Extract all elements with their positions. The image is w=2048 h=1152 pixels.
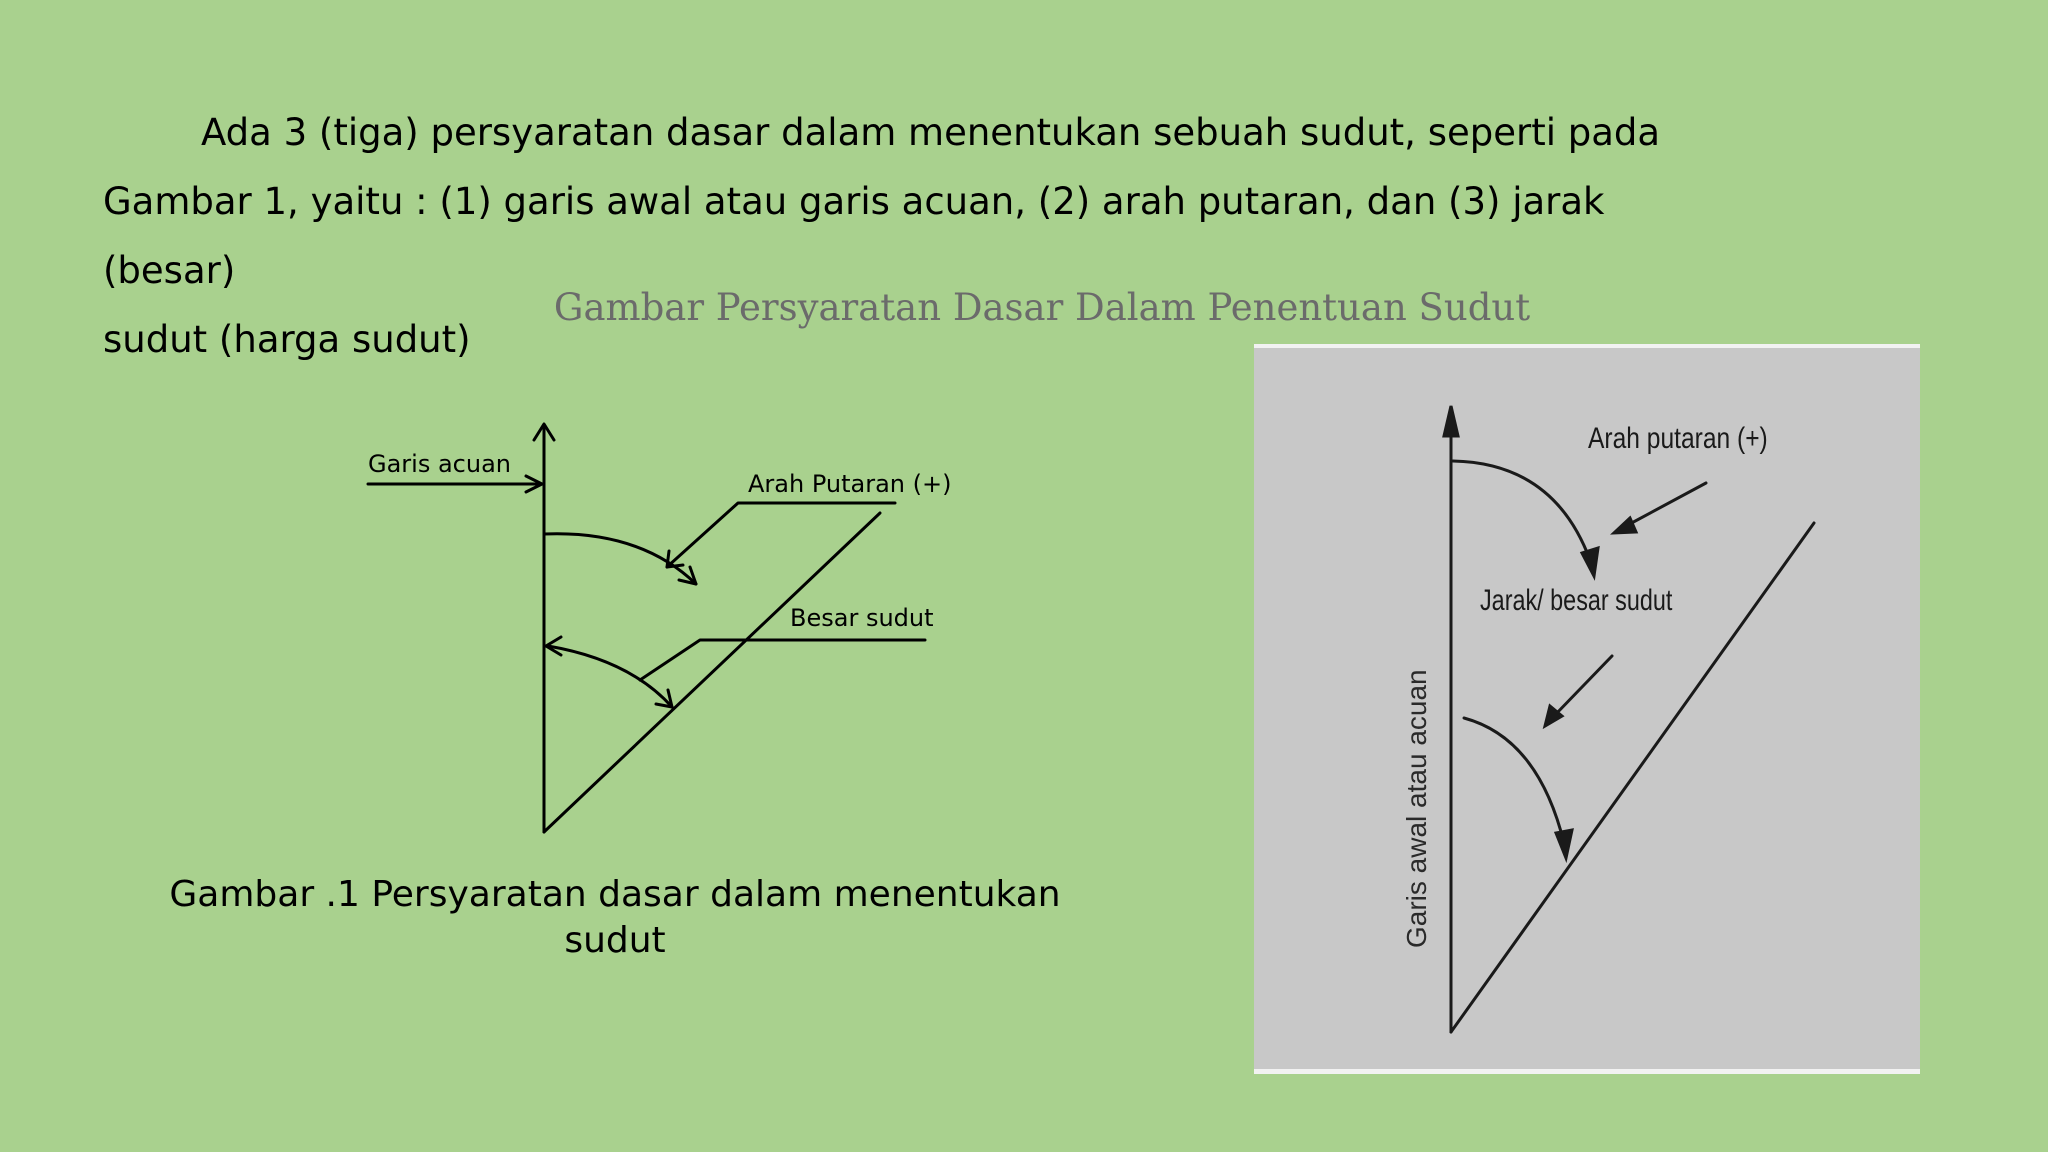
rotation-leader-line	[667, 503, 895, 567]
right-lower-arc	[1464, 718, 1564, 843]
paragraph-line-2: Gambar 1, yaitu : (1) garis awal atau garis acuan, (2) arah putaran, dan (3) jarak (besar)	[103, 180, 1605, 292]
right-rotation-pointer	[1626, 483, 1706, 526]
right-upper-arc-arrowhead	[1582, 548, 1598, 576]
angle-size-leader-line	[640, 640, 925, 680]
right-diagram-image	[1254, 344, 1920, 1074]
right-angle-diagram	[1254, 348, 1920, 1069]
right-angle-pointer	[1554, 656, 1612, 716]
label-rotation-direction: Arah Putaran (+)	[748, 470, 952, 498]
right-label-reference-line: Garis awal atau acuan	[1401, 669, 1432, 948]
lower-angle-arc	[548, 646, 672, 707]
upper-rotation-arc	[544, 534, 696, 584]
figure-caption	[150, 872, 1080, 964]
right-vertical-arrowhead	[1444, 406, 1458, 436]
right-label-angle-size: Jarak/ besar sudut	[1480, 583, 1673, 617]
caption-line-2: sudut	[564, 920, 666, 961]
paragraph-line-1: Ada 3 (tiga) persyaratan dasar dalam menentukan sebuah sudut, seperti pada	[201, 111, 1661, 154]
right-rotation-pointer-head	[1614, 518, 1636, 533]
right-lower-arc-arrowhead	[1556, 830, 1572, 858]
right-upper-arc	[1453, 461, 1590, 560]
label-angle-size: Besar sudut	[790, 604, 934, 632]
paragraph-line-3: sudut (harga sudut)	[103, 318, 471, 361]
caption-line-1: Gambar .1 Persyaratan dasar dalam menentukan	[169, 874, 1061, 915]
figure-heading: Gambar Persyaratan Dasar Dalam Penentuan Sudut	[553, 286, 1531, 329]
label-reference-line: Garis acuan	[368, 450, 512, 478]
right-label-rotation-direction: Arah putaran (+)	[1588, 420, 1768, 455]
diagonal-line	[544, 513, 880, 832]
